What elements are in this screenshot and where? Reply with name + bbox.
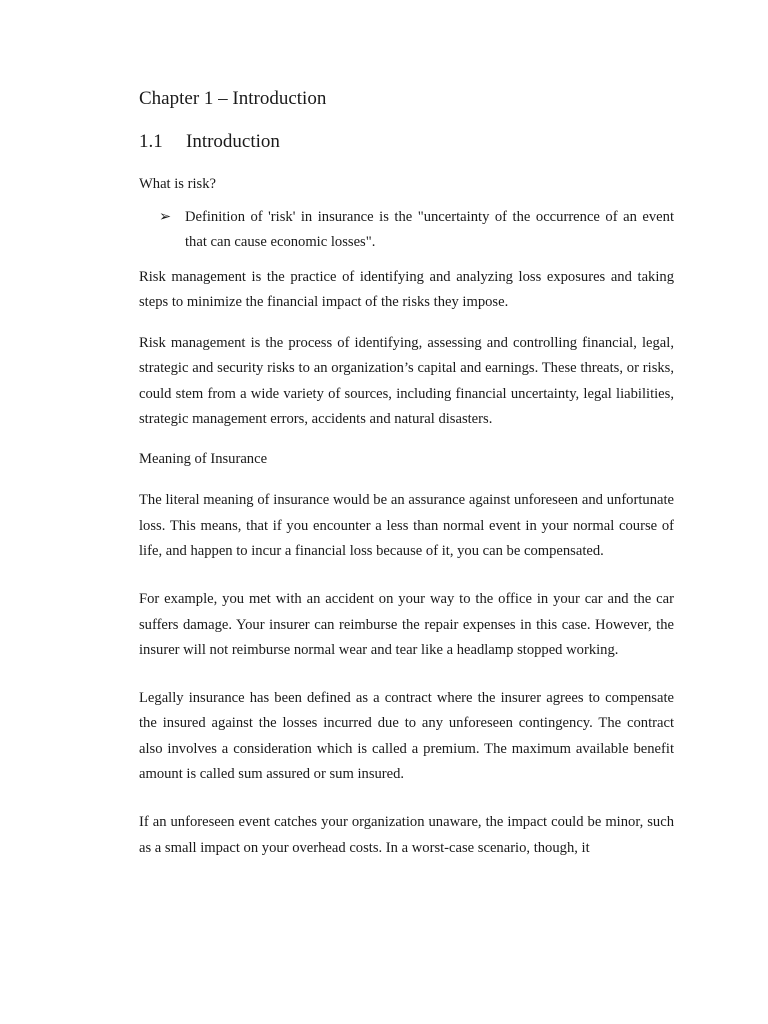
section-title: Introduction bbox=[186, 131, 280, 152]
bullet-item bbox=[159, 205, 674, 256]
section-heading bbox=[139, 129, 674, 155]
document-page bbox=[139, 86, 674, 861]
paragraph-risk-management-process: Risk management is the process of identifying, assessing and controlling financial, legal, strategic and security risks to an organization’s capital and earnings. These threats, or risks, could stem from a wide variety of sources, including financial uncertainty, legal liabilities, strategic management errors, accidents and natural disasters. bbox=[139, 335, 674, 428]
section-number: 1.1 bbox=[139, 131, 163, 152]
what-is-risk-label: What is risk? bbox=[139, 176, 217, 192]
meaning-of-insurance-heading: Meaning of Insurance bbox=[139, 451, 268, 468]
paragraph-literal-meaning: The literal meaning of insurance would be an assurance against unforeseen and unfortunate loss. This means, that if you encounter a less than normal event in your normal course of life, and happen to incur a financial loss because of it, you can be compensated. bbox=[139, 492, 674, 559]
paragraph-example: For example, you met with an accident on your way to the office in your car and the car suffers damage. Your insurer can reimburse the repair expenses in this case. However, the insurer will not reimburse normal wear and tear like a headlamp stopped working. bbox=[139, 591, 674, 658]
paragraph-unforeseen-event: If an unforeseen event catches your organization unaware, the impact could be minor, such as a small impact on your overhead costs. In a worst-case scenario, though, it bbox=[139, 814, 674, 856]
paragraph-legal-definition: Legally insurance has been defined as a contract where the insurer agrees to compensate the insured against the losses incurred due to any unforeseen contingency. The contract also involves a consideration which is called a premium. The maximum available benefit amount is called sum assured or sum insured. bbox=[139, 690, 674, 783]
bullet-text: Definition of 'risk' in insurance is the "uncertainty of the occurrence of an event that can cause economic losses". bbox=[185, 209, 674, 251]
paragraph-risk-management-practice: Risk management is the practice of identifying and analyzing loss exposures and taking steps to minimize the financial impact of the risks they impose. bbox=[139, 268, 674, 310]
chapter-title: Chapter 1 – Introduction bbox=[139, 88, 327, 109]
arrow-bullet-icon: ➢ bbox=[159, 209, 172, 225]
